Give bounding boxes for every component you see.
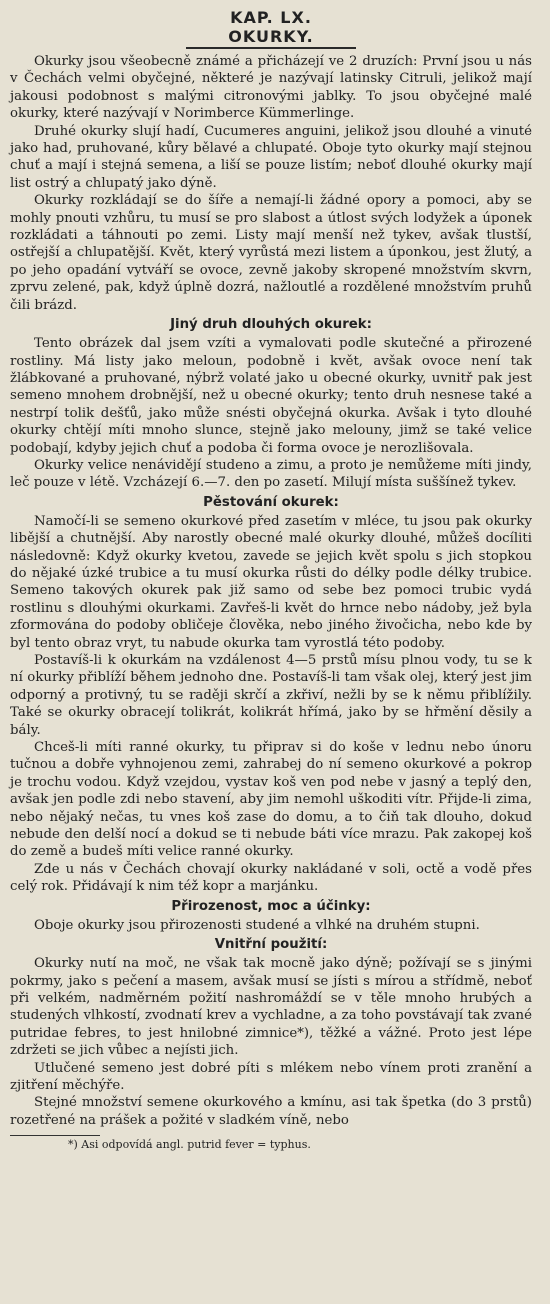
section-heading: Pěstování okurek: [203, 494, 339, 510]
section-heading: Jiný druh dlouhých okurek: [170, 317, 372, 333]
paragraph: Chceš-li míti ranné okurky, tu připrav si do koše v lednu nebo únoru tučnou a dobře vyhnojenou zemi, zahrabej do ní semeno okurkové a pokrop je trochu vodou. Když vzejdou, vystav koš ven pod nebe v jasný a teplý den, avšak jen podle zdi nebo stavení, aby jim nemohl uškoditi vítr. Přijde-li zima, nebo nějaký nečas, tu vnes koš zase do domu, a to čiň tak dlouho, dokud nebude den delší nocí a dokud se ti nebude báti více mrazu. Pak zakopej koš do země a budeš míti velice ranné okurky. [10, 740, 532, 860]
footnote-divider [10, 1135, 100, 1136]
paragraph: Okurky nutí na moč, ne však tak mocně jako dýně; požívají se s jinými pokrmy, jako s pečení a masem, avšak musí se jísti s mírou a střídmě, neboť při velkém, nadměrném požití nashromáždí se v těle mnoho hrubých a studených vlhkostí, zvodnatí krev a vychladne, a za toho povstávají tak zvané putridae febres, to jest hnilobné zimnice*), těžké a vážné. Proto jest lépe zdržeti se jich vůbec a nejísti jich. [10, 956, 532, 1059]
paragraph: Druhé okurky slují hadí, Cucumeres anguini, jelikož jsou dlouhé a vinuté jako had, pruhované, kůry bělavé a chlupaté. Oboje tyto okurky mají stejnou chuť a mají i stejná semena, a liší se pouze listím; neboť dlouhé okurky mají list ostrý a chlupatý jako dýně. [10, 123, 532, 191]
paragraph: Zde u nás v Čechách chovají okurky nakládané v soli, octě a vodě přes celý rok. Přidávají k nim též kopr a marjánku. [10, 861, 532, 895]
paragraph: Tento obrázek dal jsem vzíti a vymalovati podle skutečné a přirozené rostliny. Má listy jako meloun, podobně i květ, avšak ovoce není tak žlábkované a pruhované, nýbrž volaté jako u obecné okurky, uvnitř pak jest semeno mnohem drobnější, než u obecné okurky; tento druh nesnese také a nestrpí tolik dešťů, jako může snésti obyčejná okurka. Avšak i tyto dlouhé okurky chtějí míti mnoho slunce, stejně jako melouny, jimž se také velice podobají, kdyby jejich chuť a podoba či forma ovoce je nerozlišovala. [10, 336, 532, 456]
paragraph: Oboje okurky jsou přirozenosti studené a vlhké na druhém stupni. [34, 917, 480, 933]
paragraph: Okurky rozkládají se do šíře a nemají-li žádné opory a pomoci, aby se mohly pnouti vzhůru, tu musí se pro slabost a útlost svých lodyžek a úponek rozkládati a táhnouti po zemi. Listy mají menší než tykev, avšak tlustší, ostřejší a chlupatější. Květ, který vyrůstá mezi listem a úponkou, jest žlutý, a po jeho opadání vytváří se ovoce, zevně jakoby skropené množstvím skvrn, zprvu zelené, pak, když úplně dozrá, nažloutlé a rozdělené množstvím pruhů čili brázd. [10, 193, 532, 313]
section-heading: Přirozenost, moc a účinky: [171, 898, 371, 914]
paragraph: Stejné množství semene okurkového a kmínu, asi tak špetka (do 3 prstů) rozetřené na prášek a požité v sladkém víně, nebo [10, 1095, 532, 1128]
paragraph: Okurky velice nenávidějí studeno a zimu, a proto je nemůžeme míti jindy, leč pouze v létě. Vzcházejí 6.—7. den po zasetí. Milují místa suššínež tykev. [10, 457, 532, 491]
section-heading: Vnitřní použití: [214, 937, 328, 953]
paragraph: Utlučené semeno jest dobré píti s mlékem nebo vínem proti zranění a zjitření měchýře. [10, 1060, 532, 1093]
paragraph: Okurky jsou všeobecně známé a přicházejí ve 2 druzích: První jsou u nás v Čechách velmi obyčejné, některé je nazývají latinsky Citruli, jelikož mají jakousi podobnost s malými citronovými jablky. To jsou obyčejné malé okurky, které nazývají v Norimberce Kümmerlinge. [10, 54, 532, 122]
paragraph: Postavíš-li k okurkám na vzdálenost 4—5 prstů mísu plnou vody, tu se k ní okurky přiblíží během jednoho dne. Postavíš-li tam však olej, který jest jim odporný a protivný, tu se raději skrčí a zkřiví, nežli by se k němu přiblížily. Také se okurky obracejí tolikrát, kolikrát hřímá, jako by se hřmění děsily a bály. [10, 653, 532, 738]
footnote: *) Asi odpovídá angl. putrid fever = typhus. [68, 1138, 311, 1152]
paragraph: Namočí-li se semeno okurkové před zasetím v mléce, tu jsou pak okurky libější a chutnější. Aby narostly obecné malé okurky dlouhé, můžeš docíliti následovně: Když okurky kvetou, zavede se jejich květ spolu s jich stopkou do nějaké úzké trubice a tu musí okurka růsti do délky podle délky trubice. Semeno takových okurek pak již samo od sebe bez pomoci trubic vydá rostlinu s dlouhými okurkami. Zavřeš-li květ do hrnce nebo nádoby, jež byla zformována do podoby obličeje člověka, nebo jiného živočicha, nebo kde by byl tento obraz vryt, tu nabude okurka tam vyrostlá této podoby. [10, 513, 532, 651]
chapter-title: KAP. LX. OKURKY. [186, 8, 356, 49]
